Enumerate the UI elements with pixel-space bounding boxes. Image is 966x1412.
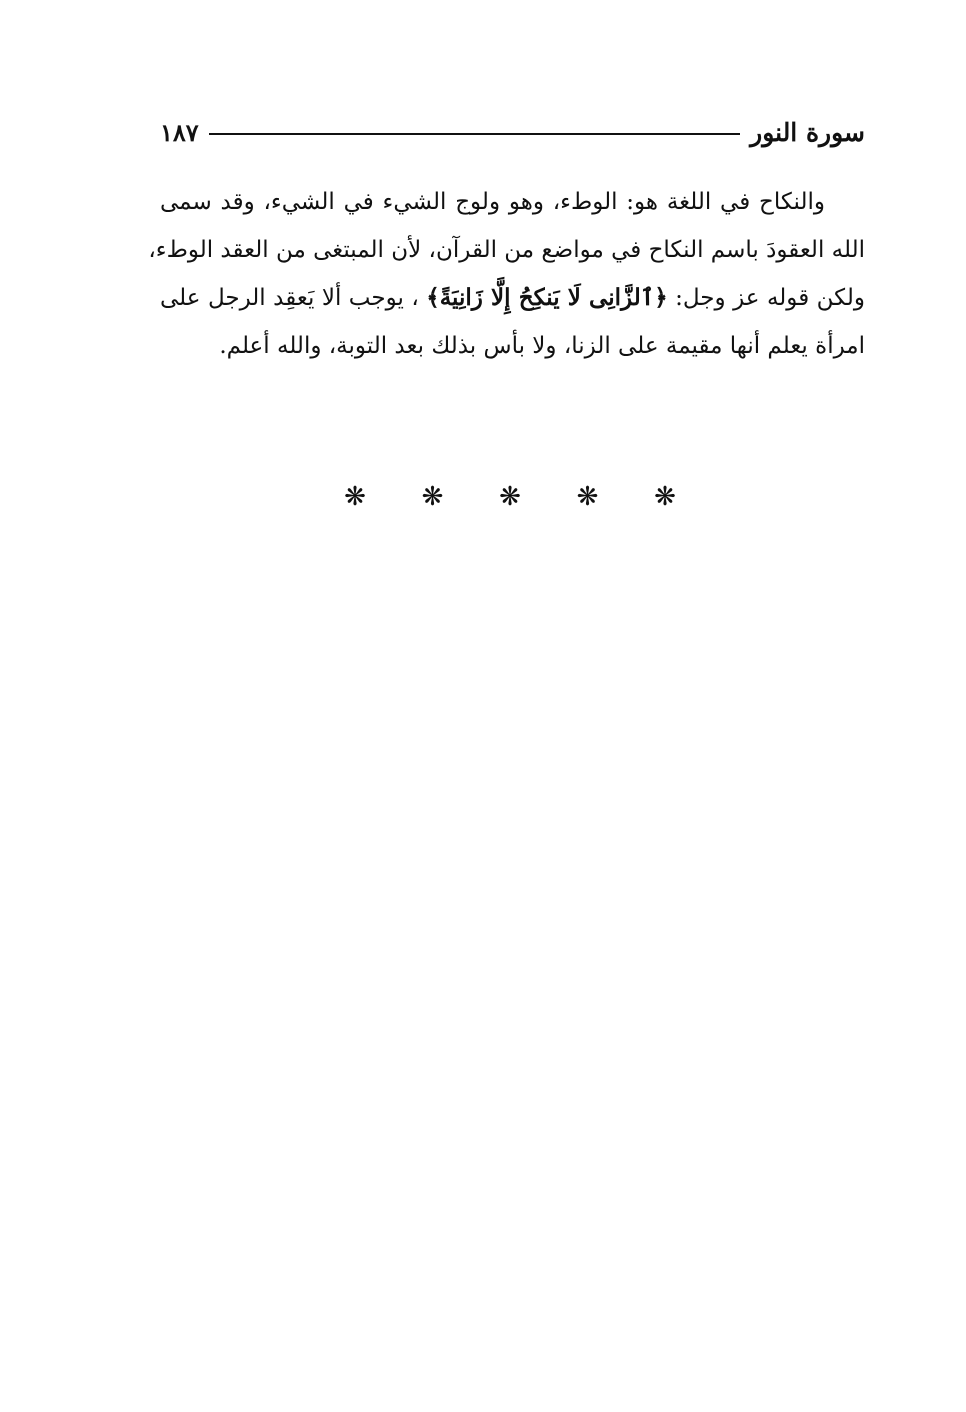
star-ornament-icon: ❋ [344,482,366,512]
body-line: امرأة يعلم أنها مقيمة على الزنا، ولا بأس بذلك بعد التوبة، والله أعلم. [219,333,865,359]
header-rule [209,133,740,135]
section-separator [340,482,680,512]
surah-title: سورة النور [750,117,865,147]
quran-quote: ﴿ٱلزَّانِى لَا يَنكِحُ إِلَّا زَانِيَةً﴾ [426,284,668,311]
star-ornament-icon: ❋ [654,482,676,512]
page-number: ١٨٧ [160,117,199,147]
star-ornament-icon: ❋ [499,482,521,512]
star-ornament-icon: ❋ [576,482,599,512]
body-line-lead: ولكن قوله عز وجل: [667,285,865,311]
body-line-quote [160,274,865,322]
page-header [160,112,865,152]
body-line-tail: ، يوجب ألا يَعقِد الرجل على [160,285,419,311]
body-line: الله العقودَ باسم النكاح في مواضع من القرآن، لأن المبتغى من العقد الوطء، [148,237,865,263]
body-paragraph [148,178,865,370]
star-ornament-icon: ❋ [421,482,444,512]
body-line: والنكاح في اللغة هو: الوطء، وهو ولوج الشيء في الشيء، وقد سمى [160,189,825,215]
